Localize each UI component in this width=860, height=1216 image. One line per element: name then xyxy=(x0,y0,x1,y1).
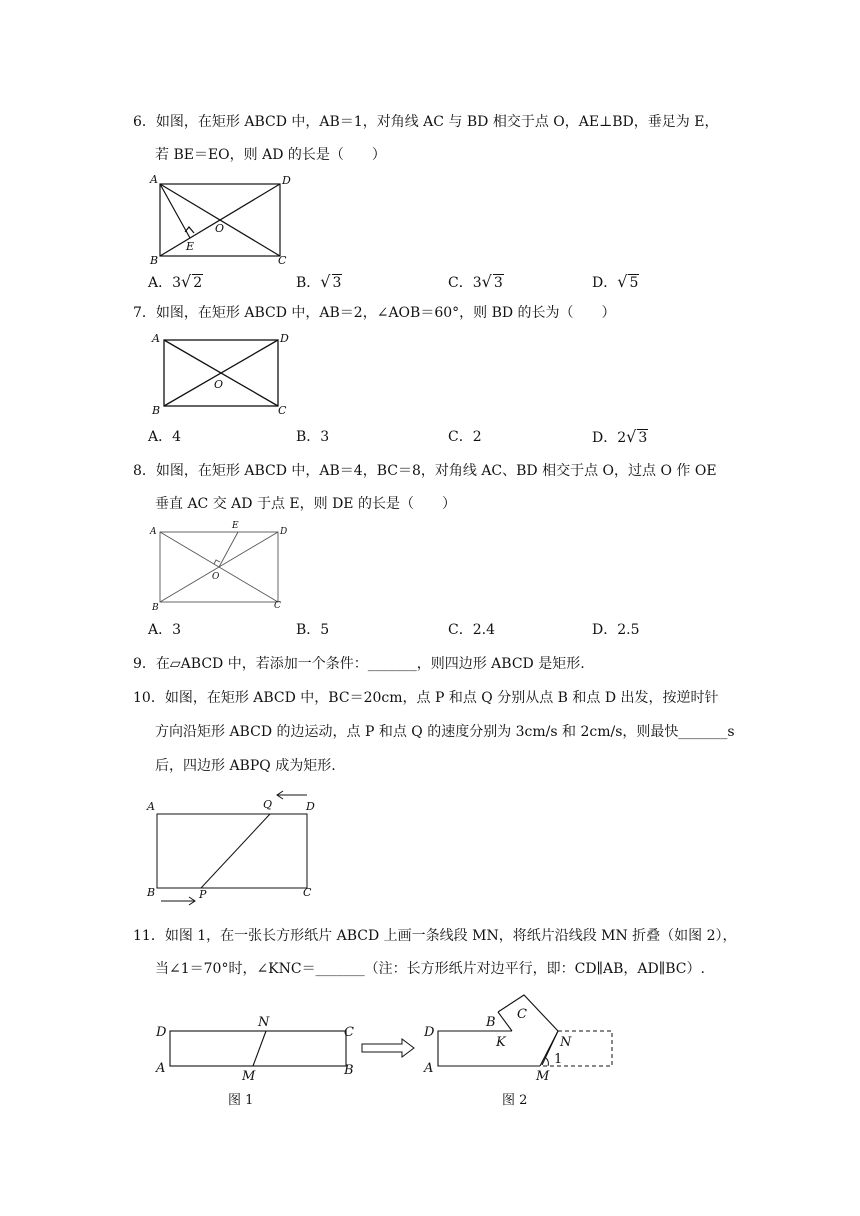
q10-label-b: B xyxy=(147,886,156,899)
q10-label-q: Q xyxy=(263,798,273,811)
q11-fig2-caption: 图 2 xyxy=(502,1093,528,1108)
q7-option-a[interactable]: A．4 xyxy=(148,429,182,445)
q7-option-d[interactable]: D．2√ 3 xyxy=(592,427,648,446)
q6-option-b[interactable]: B．√ 3 xyxy=(296,272,342,291)
q8-option-d[interactable]: D．2.5 xyxy=(592,622,640,638)
q11-fig2-label-c: C xyxy=(517,1007,527,1022)
q7-option-c[interactable]: C．2 xyxy=(448,429,482,445)
q8-stem-line2: 垂直 AC 交 AD 于点 E，则 DE 的长是（ ） xyxy=(155,496,456,512)
q6-label-o: O xyxy=(215,222,225,235)
q11-fig1-label-b: B xyxy=(344,1063,354,1078)
q10-label-a: A xyxy=(147,800,155,813)
q8-option-b[interactable]: B．5 xyxy=(296,622,330,638)
q8-figure xyxy=(148,518,298,613)
q8-label-c: C xyxy=(274,601,281,611)
q6-option-d[interactable]: D．√ 5 xyxy=(592,272,639,291)
q11-fig2-label-m: M xyxy=(536,1069,550,1084)
right-arrow-icon xyxy=(362,1039,414,1057)
q11-fig1-label-c: C xyxy=(344,1025,354,1040)
q7-figure xyxy=(148,328,298,423)
q6-label-d: D xyxy=(282,174,291,187)
q7-label-a: A xyxy=(152,332,160,345)
q10-label-d: D xyxy=(306,800,315,813)
q11-fig1-label-m: M xyxy=(242,1069,256,1084)
q7-label-c: C xyxy=(278,404,287,417)
q11-fig2-label-k: K xyxy=(496,1035,506,1050)
q11-stem-line1: 11．如图 1，在一张长方形纸片 ABCD 上画一条线段 MN，将纸片沿线段 MN 折叠（如图 2）， xyxy=(133,928,737,944)
q10-stem-line2: 方向沿矩形 ABCD 的边运动，点 P 和点 Q 的速度分别为 3cm/s 和 2cm/s，则最快_______s xyxy=(155,724,735,740)
q10-stem-line1: 10．如图，在矩形 ABCD 中，BC＝20cm，点 P 和点 Q 分别从点 B 和点 D 出发，按逆时针 xyxy=(133,690,719,706)
q6-label-c: C xyxy=(278,254,287,267)
q6-stem-line1: 6．如图，在矩形 ABCD 中，AB＝1，对角线 AC 与 BD 相交于点 O，AE⊥BD，垂足为 E， xyxy=(133,114,719,130)
q6-label-b: B xyxy=(150,254,159,267)
q8-option-a[interactable]: A．3 xyxy=(148,622,182,638)
q7-stem-line1: 7．如图，在矩形 ABCD 中，AB＝2，∠AOB＝60°，则 BD 的长为（ ） xyxy=(133,305,616,321)
q10-stem-line3: 后，四边形 ABPQ 成为矩形. xyxy=(155,758,336,774)
q11-fig2-label-angle-1: 1 xyxy=(554,1052,563,1067)
q9-stem-line1: 9．在▱ABCD 中，若添加一个条件：_______，则四边形 ABCD 是矩形. xyxy=(133,656,585,672)
q11-fig2-label-b: B xyxy=(486,1015,496,1030)
q7-label-d: D xyxy=(280,332,289,345)
q11-fig1-label-d: D xyxy=(156,1025,167,1040)
q11-fig2-label-n: N xyxy=(560,1035,572,1050)
q8-stem-line1: 8．如图，在矩形 ABCD 中，AB＝4，BC＝8，对角线 AC、BD 相交于点 O，过点 O 作 OE xyxy=(133,463,717,479)
q6-stem-line2: 若 BE＝EO，则 AD 的长是（ ） xyxy=(155,147,386,163)
q8-label-a: A xyxy=(150,527,157,537)
q11-fig1-label-a: A xyxy=(156,1061,166,1076)
q8-label-e: E xyxy=(232,521,239,531)
q6-option-c[interactable]: C．3√ 3 xyxy=(448,272,503,291)
q6-label-e: E xyxy=(186,240,195,253)
q8-option-c[interactable]: C．2.4 xyxy=(448,622,495,638)
q7-label-b: B xyxy=(152,404,161,417)
q7-label-o: O xyxy=(214,378,224,391)
q10-label-c: C xyxy=(303,886,312,899)
q8-label-b: B xyxy=(152,603,159,613)
q11-figures xyxy=(150,990,630,1115)
q6-label-a: A xyxy=(150,173,158,186)
q11-stem-line2: 当∠1＝70°时，∠KNC＝_______（注：长方形纸片对边平行，即：CD∥AB，AD∥BC）. xyxy=(155,961,705,977)
q11-fig2-label-d: D xyxy=(424,1025,435,1040)
q11-fig1-label-n: N xyxy=(258,1015,270,1030)
q6-option-a[interactable]: A．3√ 2 xyxy=(148,272,203,291)
q6-figure xyxy=(148,170,298,270)
q11-fig1-caption: 图 1 xyxy=(228,1093,254,1108)
q7-option-b[interactable]: B．3 xyxy=(296,429,330,445)
q10-figure xyxy=(145,786,325,911)
q8-label-d: D xyxy=(280,527,288,537)
q11-fig2-label-a: A xyxy=(424,1061,434,1076)
q8-label-o: O xyxy=(212,572,220,582)
q10-label-p: P xyxy=(199,888,207,901)
